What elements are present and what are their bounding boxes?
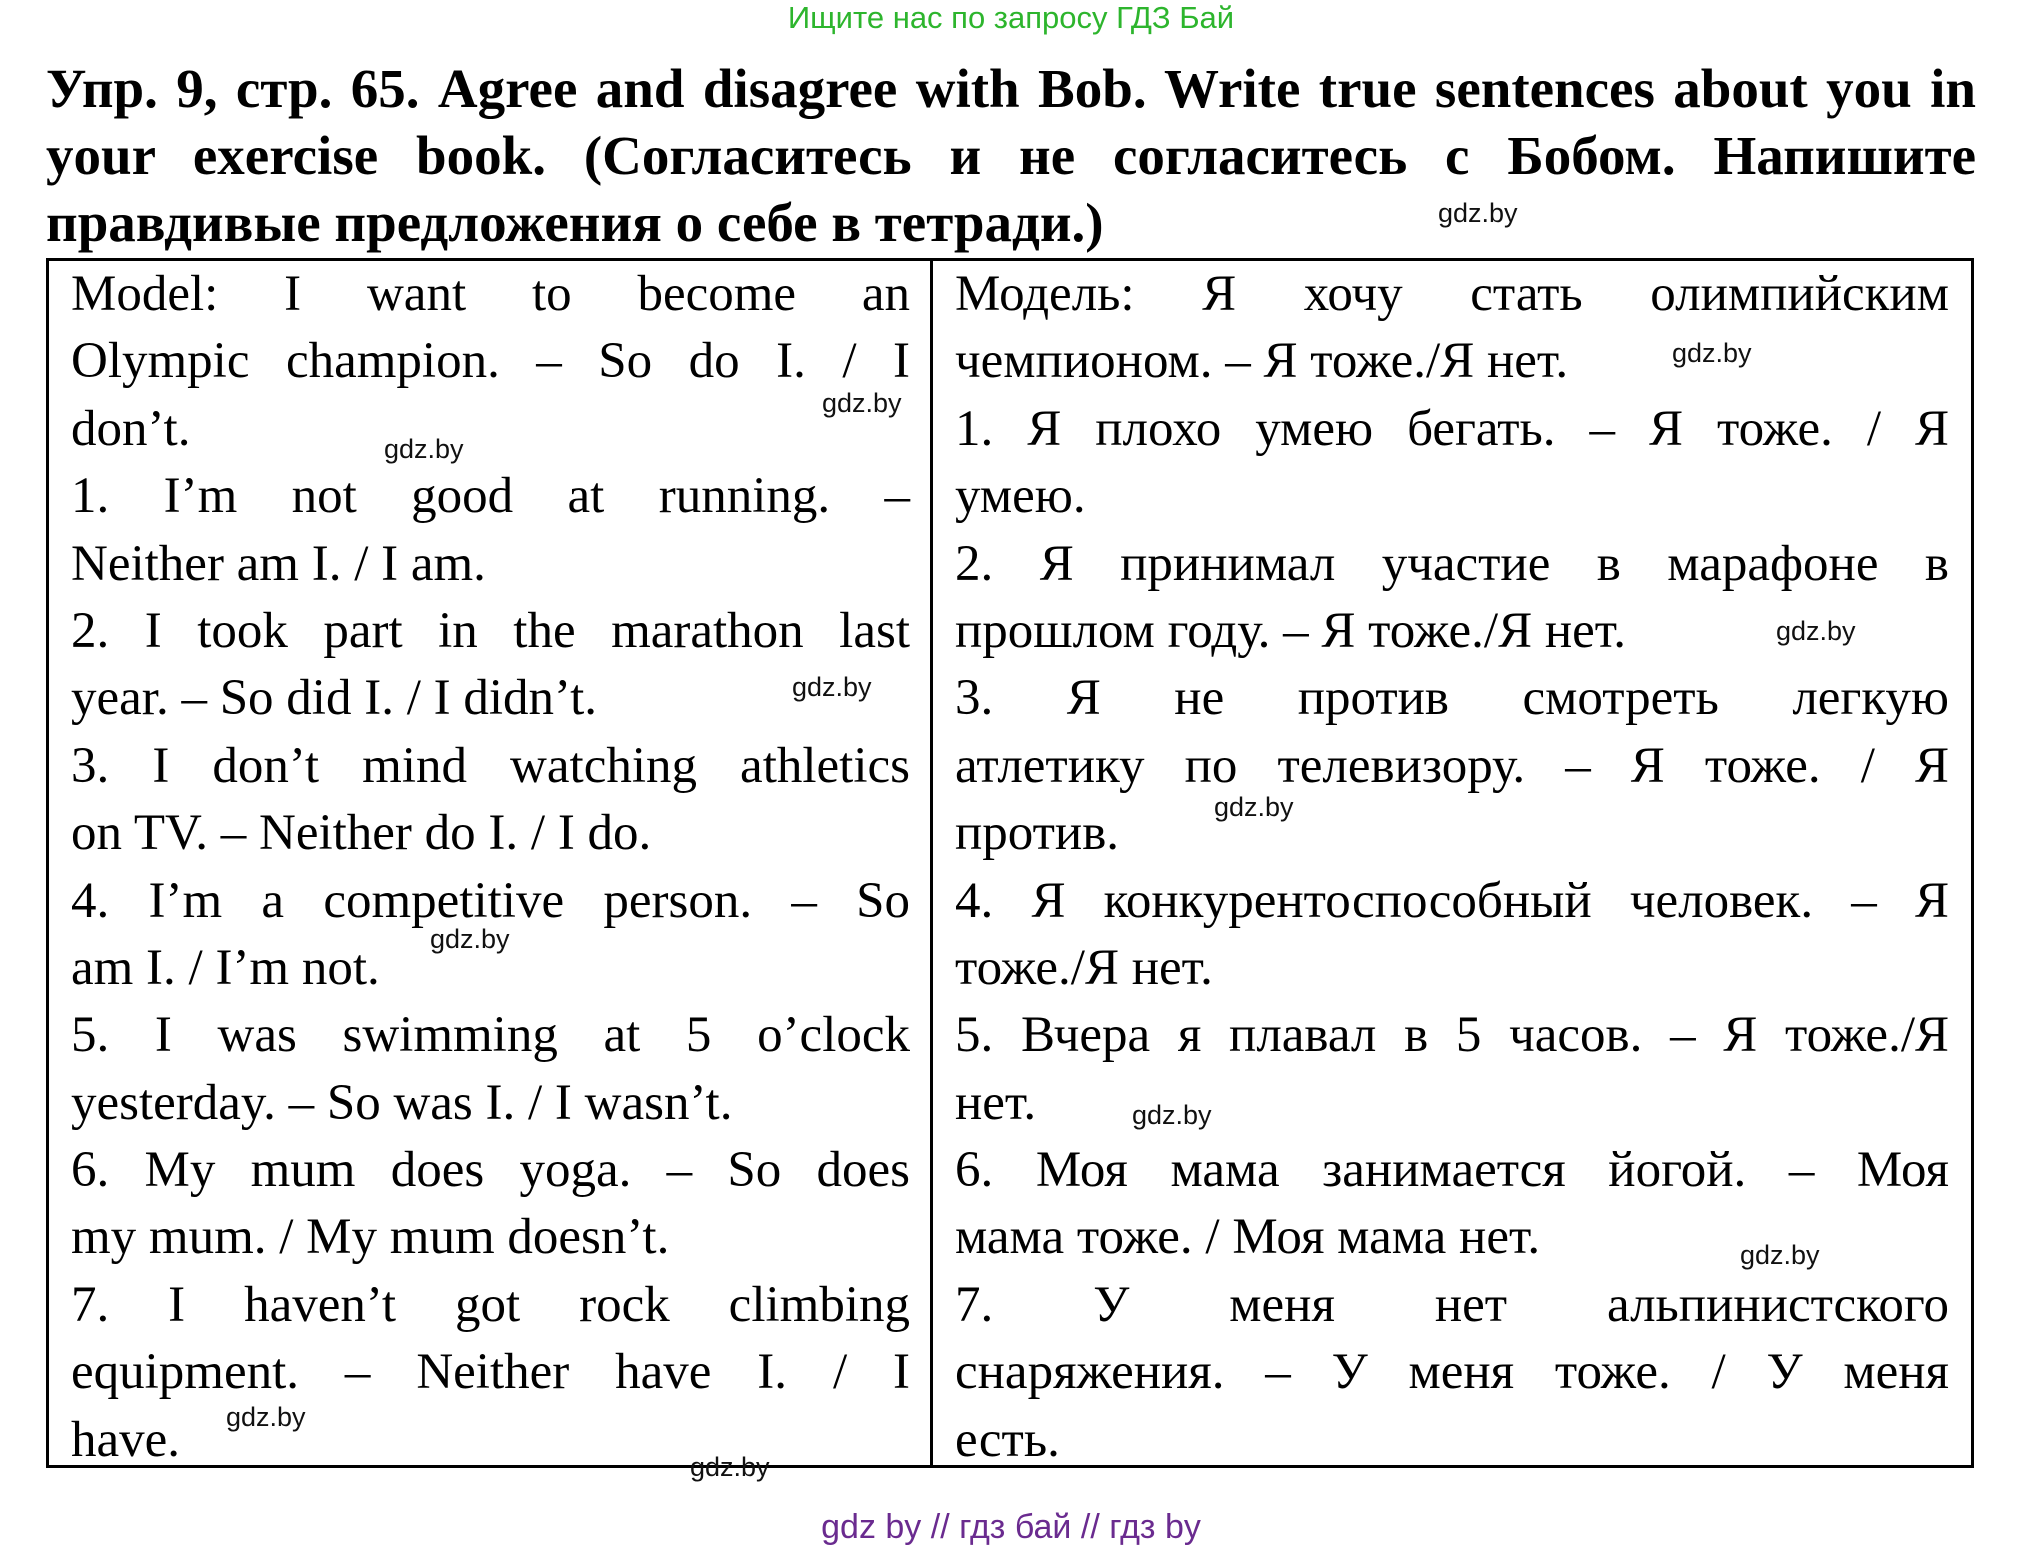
exercise-heading: Упр. 9, стр. 65. Agree and disagree with Bob. Write true sentences about you in your exercise book. (Согласитесь и не согласитесь с Бобом. Напишите правдивые предложения о себе в тетради.) [46, 58, 1976, 253]
english-line: 3. I don’t mind watching athletics [71, 737, 910, 794]
russian-line: 1. Я плохо умею бегать. – Я тоже. / Я [955, 400, 1949, 457]
russian-line: 4. Я конкурентоспособный человек. – Я [955, 872, 1949, 929]
english-line: Neither am I. / I am. [71, 535, 486, 592]
watermark: gdz.by [1672, 338, 1752, 368]
watermark: gdz.by [1740, 1240, 1820, 1270]
watermark: gdz.by [430, 924, 510, 954]
russian-line: 7. У меня нет альпинистского [955, 1276, 1949, 1333]
top-banner: Ищите нас по запросу ГДЗ Бай [787, 0, 1235, 35]
watermark: gdz.by [384, 434, 464, 464]
english-line: 7. I haven’t got rock climbing [71, 1276, 910, 1333]
english-line: yesterday. – So was I. / I wasn’t. [71, 1074, 733, 1131]
english-line: 2. I took part in the marathon last [71, 602, 910, 659]
russian-line: мама тоже. / Моя мама нет. [955, 1209, 1541, 1266]
russian-line: 5. Вчера я плавал в 5 часов. – Я тоже./Я [955, 1007, 1949, 1064]
russian-line: 2. Я принимал участие в марафоне в [955, 535, 1949, 592]
russian-line: против. [955, 805, 1120, 862]
russian-line: 3. Я не против смотреть легкую [955, 670, 1949, 727]
footer-links: gdz by // гдз бай // гдз by [821, 1508, 1201, 1546]
english-line: have. [71, 1411, 181, 1468]
english-line: year. – So did I. / I didn’t. [71, 670, 598, 727]
watermark: gdz.by [1214, 792, 1294, 822]
english-line: don’t. [71, 400, 191, 457]
russian-line: Модель: Я хочу стать олимпийским [955, 266, 1949, 322]
english-line: Olympic champion. – So do I. / I [71, 333, 910, 390]
russian-line: снаряжения. – У меня тоже. / У меня [955, 1344, 1949, 1401]
english-line: equipment. – Neither have I. / I [71, 1344, 910, 1401]
watermark: gdz.by [690, 1452, 770, 1482]
english-line: Model: I want to become an [71, 266, 910, 322]
russian-line: тоже./Я нет. [955, 939, 1213, 996]
russian-line: 6. Моя мама занимается йогой. – Моя [955, 1142, 1949, 1199]
watermark: gdz.by [226, 1402, 306, 1432]
russian-line: чемпионом. – Я тоже./Я нет. [955, 333, 1569, 390]
russian-line: есть. [955, 1411, 1060, 1468]
watermark: gdz.by [792, 672, 872, 702]
english-line: 4. I’m a competitive person. – So [71, 872, 910, 929]
russian-column [933, 261, 1971, 1468]
english-line: my mum. / My mum doesn’t. [71, 1209, 670, 1266]
watermark: gdz.by [1132, 1100, 1212, 1130]
watermark: gdz.by [822, 388, 902, 418]
english-line: am I. / I’m not. [71, 939, 380, 996]
english-line: 6. My mum does yoga. – So does [71, 1142, 910, 1199]
english-line: on TV. – Neither do I. / I do. [71, 805, 652, 862]
english-line: 1. I’m not good at running. – [71, 468, 910, 525]
english-line: 5. I was swimming at 5 o’clock [71, 1007, 910, 1064]
russian-line: нет. [955, 1074, 1037, 1131]
russian-line: атлетику по телевизору. – Я тоже. / Я [955, 737, 1949, 794]
russian-line: прошлом году. – Я тоже./Я нет. [955, 602, 1626, 659]
watermark: gdz.by [1776, 616, 1856, 646]
russian-line: умею. [955, 468, 1086, 525]
answer-table [46, 258, 1974, 1468]
watermark: gdz.by [1438, 198, 1518, 228]
